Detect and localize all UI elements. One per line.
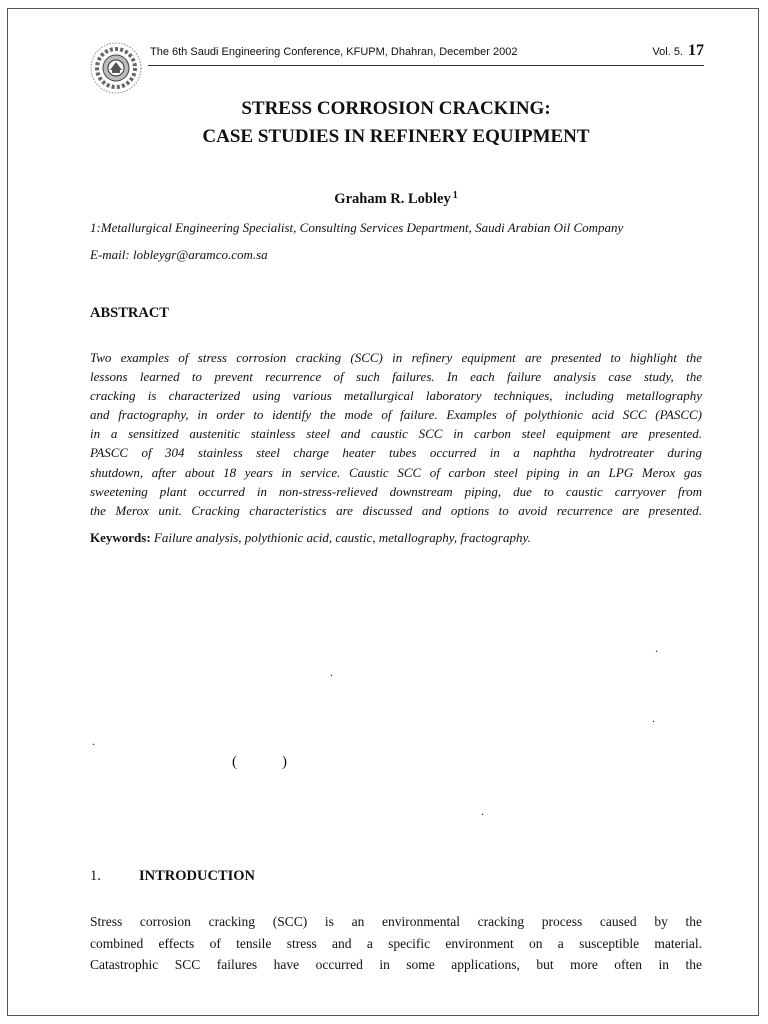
author [90,190,702,208]
stray-mark: . [92,734,95,748]
abstract-line: sweetening plant occurred in non-stress-relieved downstream piping, due to caustic carryover from [90,483,702,499]
volume-page [652,42,704,60]
keywords [90,530,531,546]
section-number: 1. [90,868,101,884]
intro-line: Stress corrosion cracking (SCC) is an environmental cracking process caused by the [90,914,702,929]
stray-mark: ) [282,754,287,770]
keywords-label: Keywords: [90,530,151,545]
volume-label: Vol. 5. [652,46,683,58]
affiliation: 1:Metallurgical Engineering Specialist, Consulting Services Department, Saudi Arabian Oil Company [90,220,624,235]
header-rule [148,65,704,66]
abstract-line: and fractography, in order to identify the mode of failure. Examples of polythionic acid SCC (PASCC) [90,407,702,423]
email: E-mail: lobleygr@aramco.com.sa [90,247,268,262]
title-line-1: STRESS CORROSION CRACKING: [241,98,551,119]
conference-header: The 6th Saudi Engineering Conference, KFUPM, Dhahran, December 2002 [150,46,518,58]
abstract-line: lessons learned to prevent recurrence of such failures. In each failure analysis case study, the [90,369,702,385]
section-title: INTRODUCTION [139,868,256,884]
page-number: 17 [688,42,704,59]
abstract-line: shutdown, after about 18 years in service. Caustic SCC of carbon steel piping in an LPG Merox gas [90,464,702,480]
abstract-body [90,348,702,520]
stray-mark: . [655,641,658,655]
author-name: Graham R. Lobley [334,191,451,207]
stray-mark: . [330,665,333,679]
introduction-body [90,911,702,976]
paper-title [90,95,702,151]
abstract-line: Two examples of stress corrosion cracking (SCC) in refinery equipment are presented to highlight the [90,350,702,365]
intro-line: combined effects of tensile stress and a specific environment on a susceptible material. [90,935,702,951]
abstract-line: PASCC of 304 stainless steel charge heater tubes occurred in a naphtha hydrotreater during [90,445,702,461]
stray-mark: . [652,711,655,725]
title-line-2: CASE STUDIES IN REFINERY EQUIPMENT [202,126,590,147]
conference-logo [88,40,144,96]
abstract-heading: ABSTRACT [90,305,169,321]
stray-mark: ( [232,754,237,770]
author-superscript: 1 [452,190,458,201]
introduction-heading [90,868,255,885]
stray-mark: . [481,804,484,818]
intro-line: Catastrophic SCC failures have occurred in some applications, but more often in the [90,957,702,972]
keywords-value: Failure analysis, polythionic acid, caustic, metallography, fractography. [153,530,531,545]
abstract-line: cracking is characterized using various metallurgical laboratory techniques, including metallography [90,388,702,404]
abstract-line: in a sensitized austenitic stainless steel and caustic SCC in carbon steel equipment are presented. [90,426,702,442]
abstract-line: the Merox unit. Cracking characteristics are discussed and options to avoid recurrence are presented. [90,502,702,518]
